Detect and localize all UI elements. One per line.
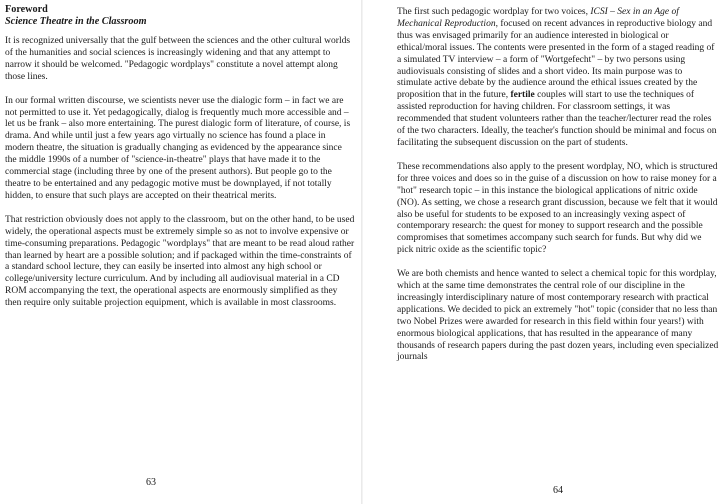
- page-number-right: 64: [553, 485, 563, 496]
- foreword-subheading: Science Theatre in the Classroom: [5, 16, 147, 27]
- right-paragraph-1-part-e: couples will start to use the techniques of assisted reproduction for having children. For classroom settings, it was recommended that student volunteers rather than the teacher/lecturer read the roles of the two characters. Ideally, the teacher's function should be minimal and focus on facilitating the subsequent discussion on the part of students.: [397, 90, 717, 148]
- right-paragraph-2: These recommendations also apply to the present wordplay, NO, which is structured for three voices and does so in the guise of a discussion on how to raise money for a "hot" research topic – in this instance the biological applications of nitric oxide (NO). As setting, we chose a research grant discussion, because we felt that it would also be useful for students to be exposed to an increasingly vexing aspect of contemporary research: the quest for money to support research and the possible compromises that sometimes accompany such search for funds. But why did we pick nitric oxide as the scientific topic?: [397, 161, 718, 256]
- right-page: [363, 0, 726, 504]
- right-paragraph-1: [397, 7, 719, 150]
- play-title: ICSI – Sex in an Age of Mechanical Reproduction: [397, 7, 679, 29]
- right-paragraph-1-part-c: , focused on recent advances in reproductive biology and thus was envisaged primarily for an audience interested in biological or ethical/moral issues. The contents were presented in the form of a staged reading of a simulated TV interview – a form of "Wortgefecht" – by two persons using audiovisuals consisting of slides and a short video. Its main purpose was to stimulate active debate by the audience around the ethical issues created by the proposition that in the future,: [397, 18, 715, 101]
- right-page-text: [397, 7, 719, 376]
- right-paragraph-3: We are both chemists and hence wanted to select a chemical topic for this wordplay, which at the same time demonstrates the central role of our discipline in the increasingly interdisciplinary nature of most contemporary research with practical applications. We decided to pick an extremely "hot" topic (consider that no less than two Nobel Prizes were awarded for research in this field within four years!) with enormous biological applications, that has resulted in the appearance of many thousands of research papers during the past dozen years, including even specialized journals: [397, 269, 719, 363]
- left-page-text: [5, 4, 355, 322]
- emphasized-word-fertile: fertile: [510, 90, 535, 101]
- right-paragraph-1-part-a: The first such pedagogic wordplay for two voices,: [397, 7, 591, 17]
- left-page: [0, 0, 362, 504]
- page-number-left: 63: [146, 477, 156, 488]
- left-paragraph-1: It is recognized universally that the gulf between the sciences and the other cultural worlds of the humanities and social sciences is increasingly widening and that any attempt to narrow it should be welcomed. "Pedagogic wordplays" constitute a novel attempt along those lines.: [5, 36, 351, 82]
- left-paragraph-2: In our formal written discourse, we scientists never use the dialogic form – in fact we are not permitted to use it. Yet pedagogically, dialog is frequently much more accessible and – let us be frank – also more entertaining. The purest dialogic form of literature, of course, is drama. And while until just a few years ago virtually no science has found a place in modern theatre, the situation is gradually changing as evidenced by the appearance since the middle 1990s of a number of "science-in-theatre" plays that have made it to the commercial stage (including three by one of the present authors). But people go to the theatre to be entertained and any pedagogic motive must be downplayed, if not totally hidden, to ensure that such plays are accepted on their theatrical merits.: [5, 95, 351, 201]
- foreword-heading: Foreword: [5, 4, 48, 15]
- left-paragraph-3: That restriction obviously does not apply to the classroom, but on the other hand, to be used widely, the operational aspects must be extremely simple so as not to involve expensive or time-consuming preparations. Pedagogic "wordplays" that are meant to be read aloud rather than learned by heart are a possible solution; and if packaged within the time-constraints of a standard school lecture, they can easily be inserted into almost any high school or college/university lecture curriculum. And by including all audiovisual material in a CD ROM accompanying the text, the operational aspects are enormously simplified as they then require only suitable projection equipment, which is available in most classrooms.: [5, 214, 355, 309]
